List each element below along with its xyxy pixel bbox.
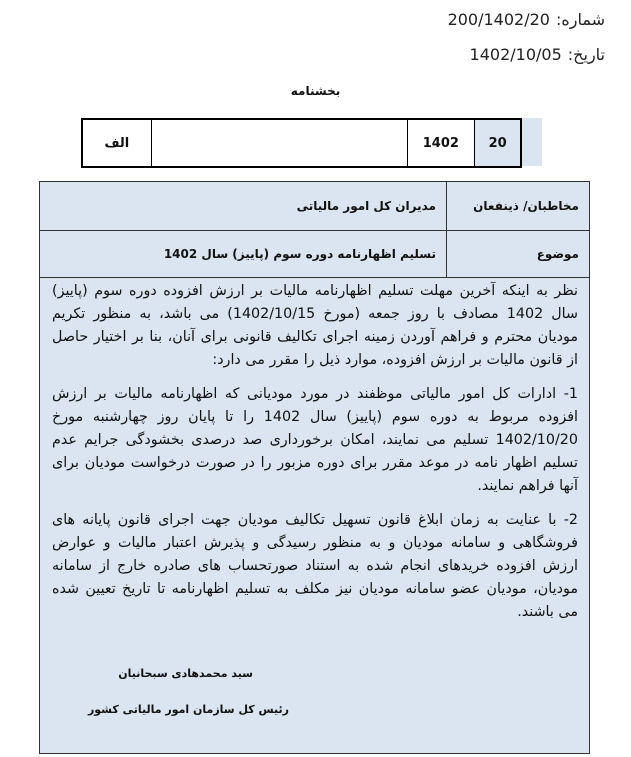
code-cell-class: الف (104, 135, 130, 151)
subject-row (40, 230, 589, 278)
letter-number-value: 200/1402/20 (447, 10, 550, 29)
code-cell-year: 1402 (407, 120, 475, 166)
code-cell-number: 20 (474, 120, 520, 166)
letter-date-label: تاریخ: (567, 45, 605, 64)
clause-1-paragraph: 1- ادارات کل امور مالیاتی موظفند در مورد مودیانی که اظهارنامه مالیات بر ارزش افزوده مربوط به دوره سوم (پاییز) سال 1402 را تا پایان روز چهارشنبه مورخ 1402/10/20 تسلیم می نمایند، امکان برخورداری صد درصدی بخشودگی جرایم عدم تسلیم اظهار نامه در موعد مقرر برای دوره مزبور را در صورت درخواست مودیان برای آنها فراهم نمایند. (52, 386, 579, 494)
addressee-row (40, 182, 589, 231)
code-table-border (81, 118, 522, 168)
signatory-title: رئیس کل سازمان امور مالیاتی کشور (87, 703, 289, 716)
subject-label: موضوع (446, 230, 589, 277)
addressee-value: مدیران کل امور مالیاتی (296, 199, 436, 213)
circular-body-box (39, 181, 590, 754)
letter-date-value: 1402/10/05 (469, 45, 562, 64)
clause-2-paragraph: 2- با عنایت به زمان ابلاغ قانون تسهیل تکالیف مودیان جهت اجرای قانون پایانه های فروشگاهی و سامانه مودیان و به منظور رسیدگی و پذیرش اعتبار مالیات و عوارض ارزش افزوده خریدهای انجام شده به استناد صورتحساب های صادره خارج از سامانه مودیان، مودیان عضو سامانه مودیان نیز مکلف به تسلیم اظهارنامه تا تاریخ تعیین شده می باشند. (52, 512, 578, 620)
document-title: بخشنامه (290, 84, 341, 98)
subject-value: تسلیم اظهارنامه دوره سوم (پاییز) سال 1402 (163, 246, 436, 261)
body-text (52, 280, 578, 635)
signatory-name: سید محمدهادی سبحانیان (118, 667, 253, 680)
letter-number (448, 10, 605, 29)
addressee-label: مخاطبان/ ذینفعان (446, 182, 589, 230)
letter-date (470, 45, 605, 64)
letter-number-label: شماره: (555, 10, 605, 29)
circular-code-table (81, 118, 542, 166)
intro-paragraph: نظر به اینکه آخرین مهلت تسلیم اظهارنامه مالیات بر ارزش افزوده دوره سوم (پاییز) سال 1402 مصادف با روز جمعه (مورخ 1402/10/15) می باشد، به منظور تکریم مودیان محترم و فراهم آوردن زمینه اجرای تکالیف قانونی برای آنان، بنا بر اختیار حاصل از قانون مالیات بر ارزش افزوده، موارد ذیل را مقرر می دارد: (52, 283, 578, 368)
code-cell-empty (151, 120, 407, 166)
